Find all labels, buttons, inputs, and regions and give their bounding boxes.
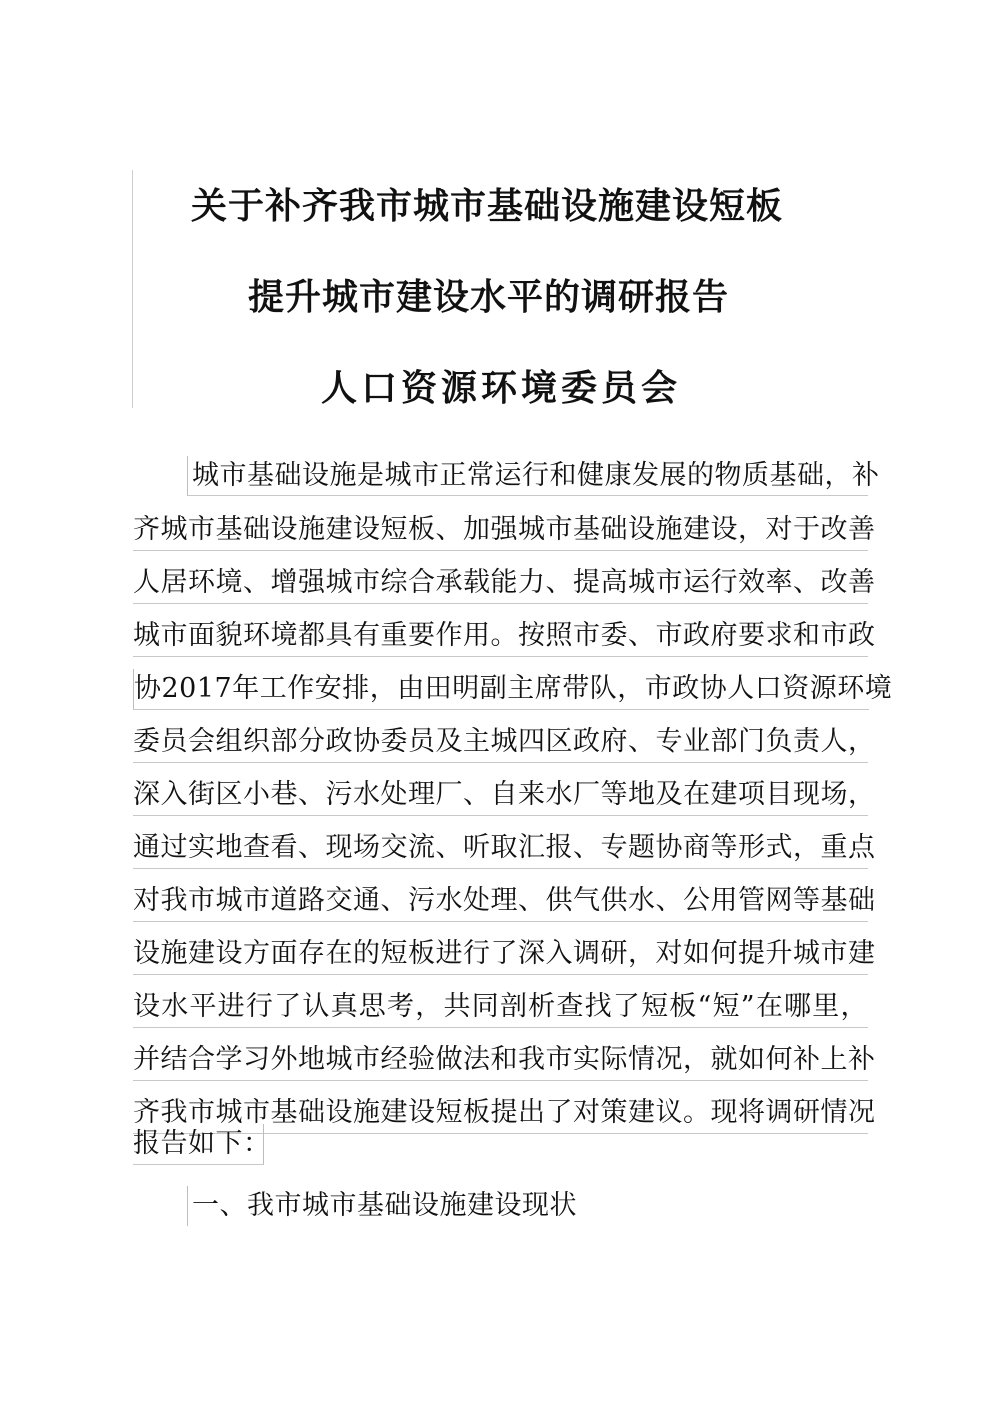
- paragraph-line: 城市面貌环境都具有重要作用。按照市委、市政府要求和市政: [133, 616, 868, 657]
- paragraph-line: 并结合学习外地城市经验做法和我市实际情况，就如何补上补: [133, 1040, 868, 1081]
- committee-name: 人口资源环境委员会: [321, 367, 682, 409]
- paragraph-line: 深入街区小巷、污水处理厂、自来水厂等地及在建项目现场，: [133, 775, 868, 816]
- paragraph-line: 设水平进行了认真思考，共同剖析查找了短板“短”在哪里，: [133, 987, 868, 1028]
- paragraph-line: 齐城市基础设施建设短板、加强城市基础设施建设，对于改善: [133, 510, 868, 551]
- paragraph-line: 人居环境、增强城市综合承载能力、提高城市运行效率、改善: [133, 563, 868, 604]
- section-heading: 一、我市城市基础设施建设现状: [187, 1186, 577, 1226]
- paragraph-line: 对我市城市道路交通、污水处理、供气供水、公用管网等基础: [133, 881, 868, 922]
- title-block: [132, 170, 893, 408]
- paragraph-line: 协2017年工作安排，由田明副主席带队，市政协人口资源环境: [133, 669, 869, 710]
- paragraph-line: 齐我市城市基础设施建设短板提出了对策建议。现将调研情况: [133, 1093, 868, 1134]
- report-title-line-1: 关于补齐我市城市基础设施建设短板: [191, 185, 784, 227]
- paragraph-line: 委员会组织部分政协委员及主城四区政府、专业部门负责人，: [133, 722, 868, 763]
- report-title-line-2: 提升城市建设水平的调研报告: [248, 276, 730, 318]
- paragraph-line: 通过实地查看、现场交流、听取汇报、专题协商等形式，重点: [133, 828, 868, 869]
- paragraph-line: 设施建设方面存在的短板进行了深入调研，对如何提升城市建: [133, 934, 868, 975]
- paragraph-line: 报告如下：: [133, 1124, 264, 1165]
- paragraph-line: 城市基础设施是城市正常运行和健康发展的物质基础，补: [187, 456, 868, 496]
